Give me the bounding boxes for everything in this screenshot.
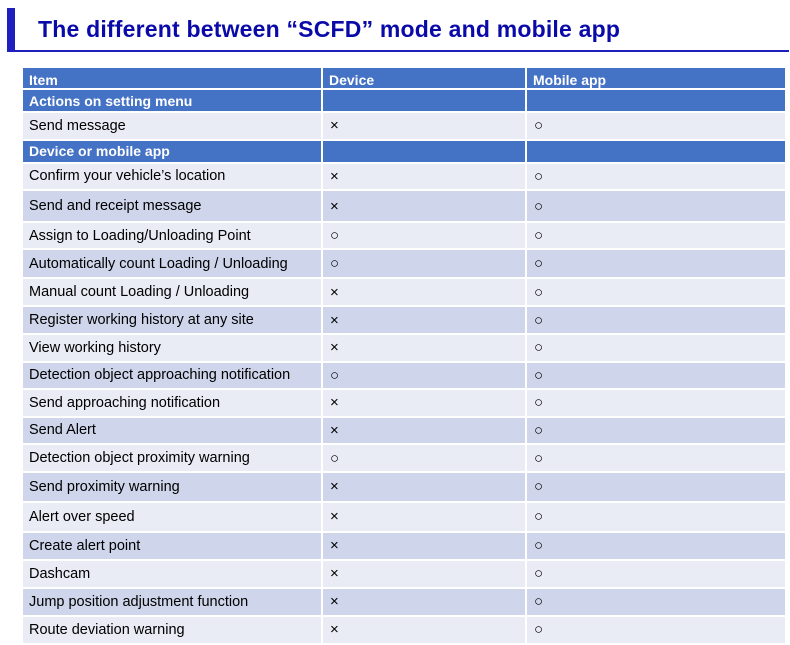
mobile-mark-cell: ○ [526, 163, 786, 191]
device-mark-cell: ○ [322, 222, 526, 249]
section-label: Device or mobile app [22, 140, 322, 163]
table-row [22, 502, 786, 532]
table-row [22, 532, 786, 560]
mobile-mark-cell: ○ [526, 389, 786, 417]
header-item: Item [22, 67, 322, 89]
mobile-mark-cell: ○ [526, 532, 786, 560]
mobile-mark-cell: ○ [526, 444, 786, 472]
comparison-table [21, 66, 787, 645]
mobile-mark-cell: ○ [526, 278, 786, 306]
item-cell: Send approaching notification [22, 389, 322, 417]
mobile-mark-cell: ○ [526, 472, 786, 502]
mobile-mark-cell: ○ [526, 417, 786, 445]
table-row [22, 616, 786, 644]
item-cell: Assign to Loading/Unloading Point [22, 222, 322, 249]
item-cell: Register working history at any site [22, 306, 322, 334]
section-header-row [22, 140, 786, 163]
device-mark-cell: × [322, 389, 526, 417]
device-mark-cell: ○ [322, 249, 526, 278]
device-mark-cell: × [322, 502, 526, 532]
mobile-mark-cell: ○ [526, 306, 786, 334]
section-empty-cell [526, 89, 786, 112]
device-mark-cell: ○ [322, 362, 526, 390]
table-row [22, 112, 786, 140]
table-row [22, 222, 786, 249]
device-mark-cell: × [322, 417, 526, 445]
device-mark-cell: × [322, 112, 526, 140]
section-header-row [22, 89, 786, 112]
header-mobile-app: Mobile app [526, 67, 786, 89]
table-row [22, 190, 786, 222]
item-cell: View working history [22, 334, 322, 362]
table-row [22, 560, 786, 588]
table-row [22, 163, 786, 191]
table-row [22, 444, 786, 472]
item-cell: Send proximity warning [22, 472, 322, 502]
device-mark-cell: × [322, 190, 526, 222]
section-empty-cell [322, 140, 526, 163]
page-title: The different between “SCFD” mode and mobile app [38, 16, 621, 42]
device-mark-cell: × [322, 532, 526, 560]
mobile-mark-cell: ○ [526, 616, 786, 644]
table-row [22, 362, 786, 390]
mobile-mark-cell: ○ [526, 362, 786, 390]
device-mark-cell: × [322, 616, 526, 644]
mobile-mark-cell: ○ [526, 190, 786, 222]
mobile-mark-cell: ○ [526, 249, 786, 278]
item-cell: Automatically count Loading / Unloading [22, 249, 322, 278]
mobile-mark-cell: ○ [526, 560, 786, 588]
item-cell: Route deviation warning [22, 616, 322, 644]
mobile-mark-cell: ○ [526, 112, 786, 140]
section-label: Actions on setting menu [22, 89, 322, 112]
device-mark-cell: × [322, 306, 526, 334]
item-cell: Send message [22, 112, 322, 140]
item-cell: Send Alert [22, 417, 322, 445]
device-mark-cell: × [322, 334, 526, 362]
device-mark-cell: × [322, 278, 526, 306]
device-mark-cell: × [322, 588, 526, 616]
mobile-mark-cell: ○ [526, 588, 786, 616]
device-mark-cell: × [322, 472, 526, 502]
device-mark-cell: ○ [322, 444, 526, 472]
item-cell: Confirm your vehicle’s location [22, 163, 322, 191]
item-cell: Detection object proximity warning [22, 444, 322, 472]
header-device: Device [322, 67, 526, 89]
section-empty-cell [322, 89, 526, 112]
device-mark-cell: × [322, 560, 526, 588]
table-header-row [22, 67, 786, 89]
item-cell: Send and receipt message [22, 190, 322, 222]
table-row [22, 472, 786, 502]
mobile-mark-cell: ○ [526, 502, 786, 532]
item-cell: Manual count Loading / Unloading [22, 278, 322, 306]
item-cell: Create alert point [22, 532, 322, 560]
title-bar [7, 8, 789, 52]
section-empty-cell [526, 140, 786, 163]
mobile-mark-cell: ○ [526, 222, 786, 249]
item-cell: Detection object approaching notification [22, 362, 322, 390]
item-cell: Dashcam [22, 560, 322, 588]
table-row [22, 278, 786, 306]
table-row [22, 334, 786, 362]
table-row [22, 588, 786, 616]
table-row [22, 417, 786, 445]
table-row [22, 249, 786, 278]
device-mark-cell: × [322, 163, 526, 191]
table-row [22, 306, 786, 334]
item-cell: Jump position adjustment function [22, 588, 322, 616]
mobile-mark-cell: ○ [526, 334, 786, 362]
table-row [22, 389, 786, 417]
item-cell: Alert over speed [22, 502, 322, 532]
